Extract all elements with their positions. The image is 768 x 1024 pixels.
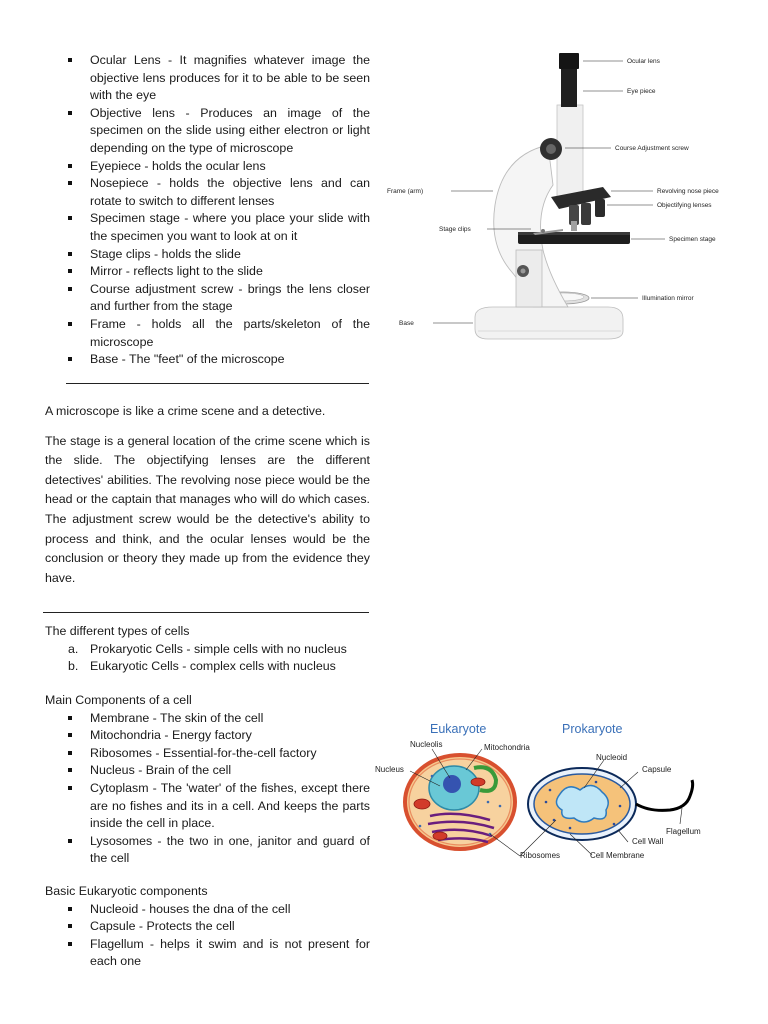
list-text: Eukaryotic Cells - complex cells with nucleus (90, 659, 336, 674)
eukaryotic-heading: Basic Eukaryotic components (45, 884, 208, 898)
list-item: Ocular Lens - It magnifies whatever image the objective lens produces for it to be able to be seen with the eye (45, 52, 370, 105)
prokaryote-title: Prokaryote (562, 722, 623, 736)
list-item: Specimen stage - where you place your slide with the specimen you want to look at on it (45, 210, 370, 245)
cell-types-heading: The different types of cells (45, 624, 190, 638)
list-item: Course adjustment screw - brings the lens closer and further from the stage (45, 281, 370, 316)
label-capsule: Capsule (642, 765, 672, 774)
components-heading: Main Components of a cell (45, 693, 192, 707)
label-objectifying: Objectifying lenses (657, 202, 712, 209)
list-item: Nucleoid - houses the dna of the cell (45, 901, 370, 919)
eukaryotic-list (45, 901, 370, 971)
cell-types-list (45, 641, 370, 676)
microscope-figure (383, 45, 733, 350)
list-item: Lysosomes - the two in one, janitor and guard of the cell (45, 833, 370, 868)
label-stage-clips: Stage clips (439, 226, 471, 233)
list-item: Frame - holds all the parts/skeleton of the microscope (45, 316, 370, 351)
list-item: Stage clips - holds the slide (45, 246, 370, 264)
list-item: Ribosomes - Essential-for-the-cell factory (45, 745, 370, 763)
components-list (45, 710, 370, 868)
list-item: Mirror - reflects light to the slide (45, 263, 370, 281)
list-item: Nucleus - Brain of the cell (45, 762, 370, 780)
label-revolving-nose: Revolving nose piece (657, 188, 719, 195)
eukaryotic-section (45, 883, 370, 971)
analogy-intro: A microscope is like a crime scene and a detective. (45, 404, 326, 418)
label-nucleolis: Nucleolis (410, 740, 443, 749)
list-item (45, 658, 370, 676)
list-item: Mitochondria - Energy factory (45, 727, 370, 745)
components-section (45, 692, 370, 868)
label-eye-piece: Eye piece (627, 88, 656, 95)
label-specimen-stage: Specimen stage (669, 236, 716, 243)
list-item: Flagellum - helps it swim and is not present for each one (45, 936, 370, 971)
analogy-section (45, 402, 370, 588)
list-item: Capsule - Protects the cell (45, 918, 370, 936)
label-cell-wall: Cell Wall (632, 837, 664, 846)
label-flagellum: Flagellum (666, 827, 701, 836)
list-item: Nosepiece - holds the objective lens and can rotate to switch to different lenses (45, 175, 370, 210)
label-nucleus: Nucleus (375, 765, 404, 774)
list-text: Prokaryotic Cells - simple cells with no nucleus (90, 641, 347, 656)
cell-comparison-figure (370, 716, 710, 876)
microscope-parts-list (45, 52, 370, 369)
label-nucleoid: Nucleoid (596, 753, 628, 762)
list-item: Membrane - The skin of the cell (45, 710, 370, 728)
microscope-parts-section (45, 52, 370, 369)
list-item (45, 641, 370, 659)
label-illumination: Illumination mirror (642, 295, 694, 302)
cell-types-section (45, 623, 370, 676)
label-frame: Frame (arm) (387, 188, 424, 195)
label-course-adjustment: Course Adjustment screw (615, 145, 689, 152)
analogy-body: The stage is a general location of the crime scene which is the slide. The objectifying lenses are the different detectives' abilities. The revolving nose piece would be the head or the captain that manages who will do which cases. The adjustment screw would be the detective's ability to process and think, and the ocular lenses would be the conclusion or theory they made up from the evidence they have. (45, 433, 370, 585)
list-item: Objective lens - Produces an image of the specimen on the slide using either electron or light depending on the type of microscope (45, 105, 370, 158)
list-marker: b. (68, 659, 79, 674)
list-marker: a. (68, 641, 79, 656)
list-item: Base - The "feet" of the microscope (45, 351, 370, 369)
label-ocular-lens: Ocular lens (627, 58, 660, 65)
list-item: Cytoplasm - The 'water' of the fishes, except there are no fishes and its in a cell. And keeps the parts inside the cell in place. (45, 780, 370, 833)
label-cell-membrane: Cell Membrane (590, 851, 645, 860)
divider (43, 612, 369, 613)
label-base: Base (399, 320, 414, 327)
label-mitochondria: Mitochondria (484, 743, 530, 752)
divider (66, 383, 369, 384)
eukaryote-title: Eukaryote (430, 722, 487, 736)
list-item: Eyepiece - holds the ocular lens (45, 158, 370, 176)
label-ribosomes: Ribosomes (520, 851, 561, 860)
